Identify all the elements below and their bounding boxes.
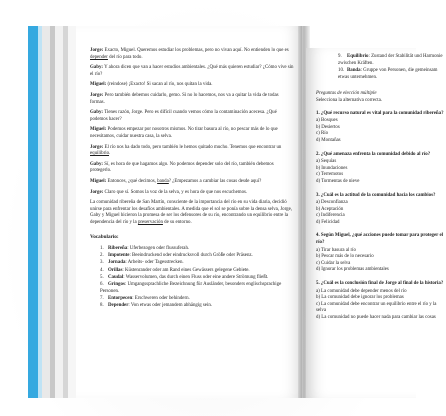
answer-option: c) Indiferencia bbox=[316, 213, 345, 219]
vocab-number: 1. bbox=[100, 246, 104, 252]
answer-option: c) Cuidar la selva bbox=[316, 260, 351, 266]
answer-option: c) La comunidad debe encontrar un equilibrio entre el río y la selva bbox=[316, 301, 437, 314]
dialogue-text: Claro que sí. Somos la voz de la selva, y es hora de que nos escuchemos. bbox=[104, 189, 248, 195]
right-page-text bbox=[316, 54, 446, 329]
dialogue-text: Exacto, Miguel. Queremos estudiar los problemas, pero no vivan aquí. No entienden lo que es bbox=[104, 48, 289, 53]
question-block bbox=[316, 193, 446, 227]
question-text: 1. ¿Qué recurso natural es vital para la comunidad ribereña? bbox=[316, 110, 444, 116]
question-block bbox=[316, 233, 446, 274]
speaker-name: Miguel: bbox=[90, 82, 107, 88]
question-text: 3. ¿Cuál es la actitud de la comunidad hacia los cambios? bbox=[316, 192, 436, 198]
page-edge-3 bbox=[55, 26, 63, 398]
vocab-term: Ribereña bbox=[108, 246, 128, 252]
dialogue-line bbox=[90, 65, 294, 78]
speaker-name: Miguel: bbox=[90, 127, 107, 133]
answer-option: a) Desconfianza bbox=[316, 200, 348, 206]
answer-option: a) Bosques bbox=[316, 118, 338, 124]
vocab-definition: : Umgangssprachliche Bezeichnung für Ausländer, besonders englischsprachige Personen. bbox=[100, 282, 282, 294]
vocab-term: Equilibrio bbox=[347, 54, 369, 59]
vocab-list-continued bbox=[316, 54, 446, 81]
speaker-name: Gaby: bbox=[90, 161, 104, 167]
answer-option: a) Tirar basura al río bbox=[316, 247, 356, 253]
answer-option: a) La comunidad debe depender menos del río bbox=[316, 288, 407, 294]
vocab-definition: : Gruppe von Personen, die gemeinsam etwas unternehmen. bbox=[338, 68, 438, 80]
vocab-number: 4. bbox=[100, 267, 104, 273]
vocab-item bbox=[100, 275, 294, 282]
open-book bbox=[28, 26, 444, 398]
speaker-name: Jorge: bbox=[90, 92, 104, 98]
answer-option: d) Felicidad bbox=[316, 219, 340, 225]
questions bbox=[316, 111, 446, 322]
right-page bbox=[306, 48, 444, 398]
answer-option: b) Aceptación bbox=[316, 206, 344, 212]
vocab-number: 5. bbox=[100, 274, 104, 280]
vocab-number: 7. bbox=[100, 295, 104, 301]
question-block bbox=[316, 152, 446, 186]
vocab-item bbox=[100, 282, 294, 295]
dialogue-line bbox=[90, 162, 294, 175]
speaker-name: Gaby: bbox=[90, 65, 104, 71]
question-text: 4. Según Miguel, ¿qué acciones puede tomar para proteger el río? bbox=[316, 233, 444, 246]
underlined-word: depender bbox=[90, 54, 108, 60]
answer-option: d) La comunidad no puede hacer nada para cambiar las cosas bbox=[316, 315, 436, 320]
speaker-name: Miguel: bbox=[90, 178, 107, 184]
dialogue-line bbox=[90, 93, 294, 106]
vocab-number: 10. bbox=[338, 68, 345, 74]
vocab-term: Banda bbox=[347, 68, 361, 74]
vocab-definition: : Erschweren oder behindern. bbox=[132, 295, 190, 301]
dialogue-line bbox=[90, 190, 294, 197]
cover-edge-blue bbox=[28, 26, 38, 398]
vocab-item bbox=[316, 54, 446, 67]
dialogue-text-after: ? ¿Empezamos a cambiar las cosas desde aquí? bbox=[168, 178, 262, 184]
dialogue-line bbox=[90, 145, 294, 158]
vocab-definition: : Küstenrander oder am Rand eines Gewässers gelegene Gebiete. bbox=[122, 267, 250, 273]
vocab-term: Entorpecen bbox=[108, 295, 133, 301]
vocab-item bbox=[100, 268, 294, 275]
dialogue-text-after: . bbox=[109, 151, 111, 157]
dialogue-text: Sí, es hora de que hagamos algo. No podemos depender solo del río, también debemos protegerlo. bbox=[90, 161, 274, 174]
left-page bbox=[76, 26, 302, 398]
vocab-definition: : Beeindruckend oder eindrucksvoll durch Größe oder Präsenz. bbox=[129, 253, 253, 259]
question-block bbox=[316, 281, 446, 322]
left-page-text bbox=[90, 48, 294, 310]
dialogue-text: Pero también debemos cuidarlo, gemo. Si no lo hacemos, nos va a quitar la vida de todas formas. bbox=[90, 92, 279, 105]
question-text: 5. ¿Cuál es la conclusión final de Jorge al final de la historia? bbox=[316, 281, 444, 287]
speaker-name: Jorge: bbox=[90, 144, 104, 150]
answer-option: d) Tormentas de nieve bbox=[316, 178, 360, 184]
dialogue-line bbox=[90, 179, 294, 186]
vocab-title: Vocabulario: bbox=[90, 234, 119, 241]
page-edge-1 bbox=[42, 26, 50, 398]
speaker-name: Jorge: bbox=[90, 48, 104, 53]
section-title: Preguntas de elección múltiple bbox=[316, 91, 377, 97]
dialogue-line bbox=[90, 127, 294, 140]
vocab-number: 6. bbox=[100, 282, 104, 287]
speaker-name: Jorge: bbox=[90, 189, 104, 195]
closing-paragraph: La comunidad ribereña de San Martín, consciente de la importancia del río en su vida diaria, decidió unirse para enfrentar los desafíos ambientales. A medida que el sol se ponía sobre la densa selva, Jorge, Gaby y Miguel hicieron la promesa de ser los defensores de su río, encontrando un equilibrio entre la dependencia del río y la preservación de su entorno. bbox=[90, 200, 292, 225]
answer-option: c) Río bbox=[316, 131, 329, 137]
answer-option: d) Ignorar los problemas ambientales bbox=[316, 267, 389, 273]
vocab-number: 3. bbox=[100, 260, 104, 266]
vocab-term: Orillas bbox=[108, 267, 123, 273]
answer-option: d) Montañas bbox=[316, 137, 341, 143]
vocab-number: 2. bbox=[100, 253, 104, 259]
vocab-number: 9. bbox=[338, 54, 342, 59]
question-block bbox=[316, 111, 446, 145]
underlined-word: equilibrio bbox=[90, 151, 110, 157]
dialogue-text: Y ahora dicen que van a hacer estudios ambientales. ¿Qué más quieren estudiar? ¿Cómo vive sin el río? bbox=[90, 65, 294, 77]
vocab-list bbox=[90, 246, 294, 310]
vocab-term: Jornada bbox=[108, 260, 126, 266]
answer-option: a) Sequías bbox=[316, 159, 337, 165]
vocab-number: 8. bbox=[100, 302, 104, 308]
dialogue-text: Entonces, ¿qué decimos, bbox=[107, 178, 158, 184]
answer-option: b) La comunidad debe ignorar los problemas bbox=[316, 295, 404, 301]
question-text: 2. ¿Qué amenaza enfrenta la comunidad debido al río? bbox=[316, 151, 431, 157]
speaker-name: Gaby: bbox=[90, 110, 104, 116]
vocab-definition: : Von etwas oder jemandem abhängig sein. bbox=[128, 302, 212, 308]
dialogue-text: El río nos ha dado todo, pero también le hemos quitado mucho. Tenemos que encontrar un bbox=[104, 144, 282, 150]
answer-option: c) Terremotos bbox=[316, 172, 344, 178]
vocab-term: Depender bbox=[108, 302, 129, 308]
dialogue bbox=[90, 48, 294, 196]
vocab-item bbox=[100, 296, 294, 303]
dialogue-line bbox=[90, 48, 294, 61]
vocab-item bbox=[316, 68, 446, 81]
dialogue-text: Podemos empezar por nosotros mismos. No tirar basura al río, no pescar más de lo que necesitamos, cuidar nuestra casa, la selva. bbox=[90, 127, 278, 139]
vocab-definition: : Wasservolumen, das durch einen Fluss oder eine andere Strömung fließt. bbox=[123, 274, 269, 280]
dialogue-text: (reindose) ¡Exacto! Si sacan al río, nos quitan la vida. bbox=[107, 82, 213, 88]
answer-option: b) Inundaciones bbox=[316, 165, 348, 171]
vocab-definition: : Uferbezogen oder flussuferah. bbox=[127, 246, 190, 252]
dialogue-line bbox=[90, 110, 294, 123]
vocab-term: Gringos bbox=[108, 282, 125, 287]
vocab-item bbox=[100, 246, 294, 253]
dialogue-line bbox=[90, 82, 294, 89]
dialogue-text: Tienes razón, Jorge. Pero es difícil cuando vemos cómo la contaminación acecesa. ¿Qué podemos hacer? bbox=[90, 110, 277, 122]
vocab-item bbox=[100, 303, 294, 310]
answer-option: b) Desiertos bbox=[316, 124, 340, 130]
page-edge-5 bbox=[68, 26, 76, 398]
vocab-definition: : Zustand der Stabilität und Harmonie zwischen Kräften. bbox=[338, 54, 443, 66]
vocab-definition: : Arbeits- oder Tagesstrecken. bbox=[125, 260, 184, 266]
dialogue-text-after: del río para todo. bbox=[107, 54, 143, 60]
answer-option: b) Pescar más de lo necesario bbox=[316, 254, 374, 260]
underlined-word: banda bbox=[157, 178, 169, 184]
vocab-term: Impotente bbox=[108, 253, 130, 259]
vocab-term: Caudal bbox=[108, 274, 124, 280]
section-subtitle: Selecciona la alternativa correcta. bbox=[316, 97, 382, 103]
vocab-item bbox=[100, 260, 294, 267]
vocab-item bbox=[100, 253, 294, 260]
